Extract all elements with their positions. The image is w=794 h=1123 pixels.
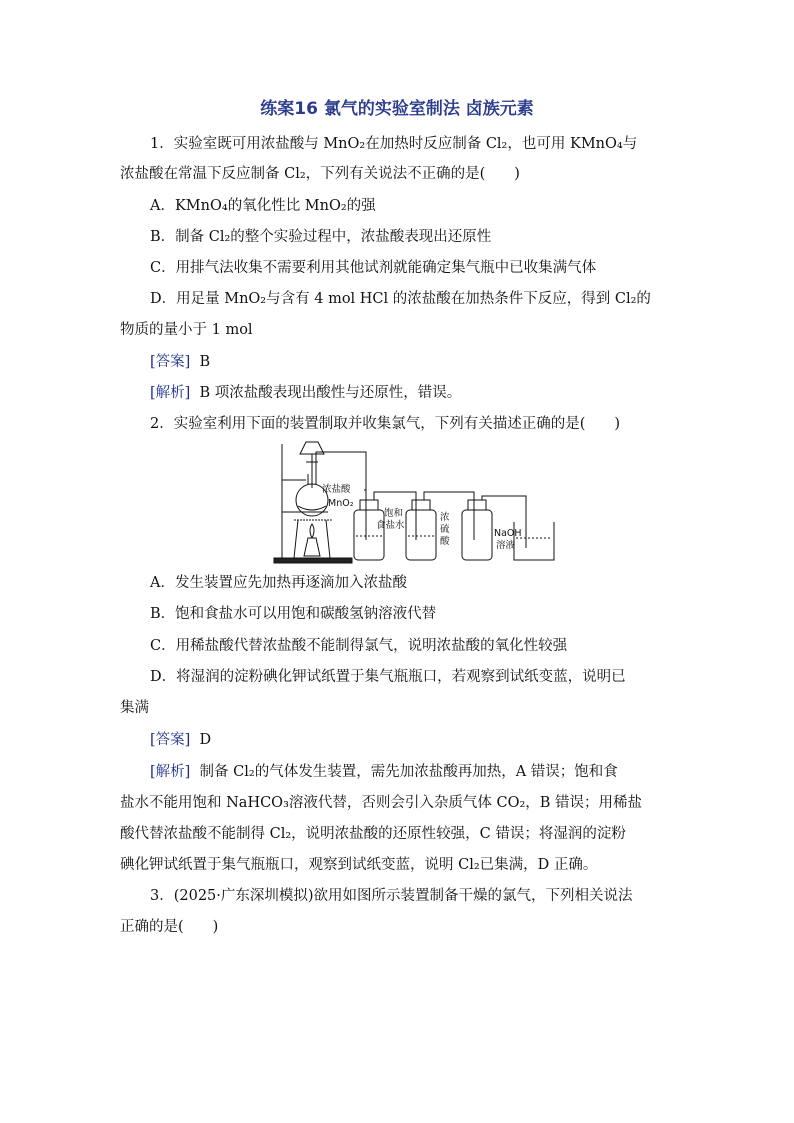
q1-option-b: B．制备 Cl₂的整个实验过程中，浓盐酸表现出还原性 [150, 229, 492, 245]
q1-option-c: C．用排气法收集不需要利用其他试剂就能确定集气瓶中已收集满气体 [150, 260, 597, 276]
q1-analysis [150, 383, 461, 403]
q2-analysis-text-1: 制备 Cl₂的气体发生装置，需先加浓盐酸再加热，A 错误；饱和食 [199, 764, 618, 780]
q2-answer-tag: [答案] [150, 732, 191, 748]
alcohol-lamp [304, 538, 320, 556]
label-naoh-1: NaOH [494, 528, 522, 539]
label-h2so4-3: 酸 [440, 536, 450, 547]
label-brine-2: 食盐水 [376, 520, 405, 531]
q2-answer-value: D [199, 732, 212, 748]
q2-option-b: B．饱和食盐水可以用饱和碳酸氢钠溶液代替 [150, 606, 437, 622]
apparatus-svg [268, 440, 564, 566]
q2-analysis-line1 [150, 762, 618, 782]
q1-stem-line2: 浓盐酸在常温下反应制备 Cl₂，下列有关说法不正确的是( ) [120, 166, 520, 182]
q2-option-a: A．发生装置应先加热再逐滴加入浓盐酸 [150, 575, 407, 591]
label-mno2: MnO₂ [328, 498, 354, 509]
q1-option-a: A．KMnO₄的氧化性比 MnO₂的强 [150, 198, 376, 214]
label-hcl: 浓盐酸 [322, 484, 351, 495]
label-naoh-2: 溶液 [496, 540, 516, 551]
q2-option-d-line1: D．将湿润的淀粉碘化钾试纸置于集气瓶瓶口，若观察到试纸变蓝，说明已 [150, 669, 626, 685]
q1-analysis-tag: [解析] [150, 385, 191, 401]
q1-answer-value: B [199, 354, 211, 370]
q1-answer [150, 352, 210, 372]
q2-analysis-line2: 盐水不能用饱和 NaHCO₃溶液代替，否则会引入杂质气体 CO₂，B 错误；用稀盐 [120, 795, 643, 811]
bottle-h2so4-neck [412, 500, 430, 510]
bottle-collect-neck [468, 500, 486, 510]
q2-option-c: C．用稀盐酸代替浓盐酸不能制得氯气，说明浓盐酸的氧化性较强 [150, 638, 568, 654]
bottle-brine [354, 510, 384, 560]
q2-stem: 2．实验室利用下面的装置制取并收集氯气，下列有关描述正确的是( ) [150, 416, 621, 432]
q2-analysis-line3: 酸代替浓盐酸不能制得 Cl₂，说明浓盐酸的还原性较强，C 错误；将湿润的淀粉 [120, 826, 626, 842]
lamp-flame [310, 524, 314, 538]
bottle-collect [462, 510, 492, 560]
bottle-h2so4 [406, 510, 436, 560]
q2-analysis-tag: [解析] [150, 764, 191, 780]
q3-stem-line2: 正确的是( ) [120, 919, 219, 935]
label-h2so4-2: 硫 [440, 524, 450, 535]
q1-answer-tag: [答案] [150, 354, 191, 370]
page-title: 练案16 氯气的实验室制法 卤族元素 [260, 99, 534, 119]
label-h2so4-1: 浓 [440, 512, 450, 523]
flask-liquid [298, 506, 326, 510]
apparatus-diagram [268, 440, 564, 566]
bottle-brine-neck [360, 500, 378, 510]
q2-analysis-line4: 碘化钾试纸置于集气瓶瓶口，观察到试纸变蓝，说明 Cl₂已集满，D 正确。 [120, 857, 598, 873]
label-brine-1: 饱和 [384, 508, 404, 519]
q1-analysis-text: B 项浓盐酸表现出酸性与还原性，错误。 [199, 385, 462, 401]
stand-base [274, 558, 352, 563]
q2-option-d-line2: 集满 [120, 700, 149, 716]
q3-stem-line1: 3．(2025·广东深圳模拟)欲用如图所示装置制备干燥的氯气，下列相关说法 [150, 888, 633, 904]
q1-option-d-line2: 物质的量小于 1 mol [120, 322, 253, 338]
tripod-right [326, 520, 330, 558]
q1-stem-line1: 1．实验室既可用浓盐酸与 MnO₂在加热时反应制备 Cl₂，也可用 KMnO₄与 [150, 136, 638, 152]
tripod-left [294, 520, 298, 558]
q1-option-d-line1: D．用足量 MnO₂与含有 4 mol HCl 的浓盐酸在加热条件下反应，得到 Cl₂的 [150, 291, 651, 307]
q2-answer [150, 730, 211, 750]
